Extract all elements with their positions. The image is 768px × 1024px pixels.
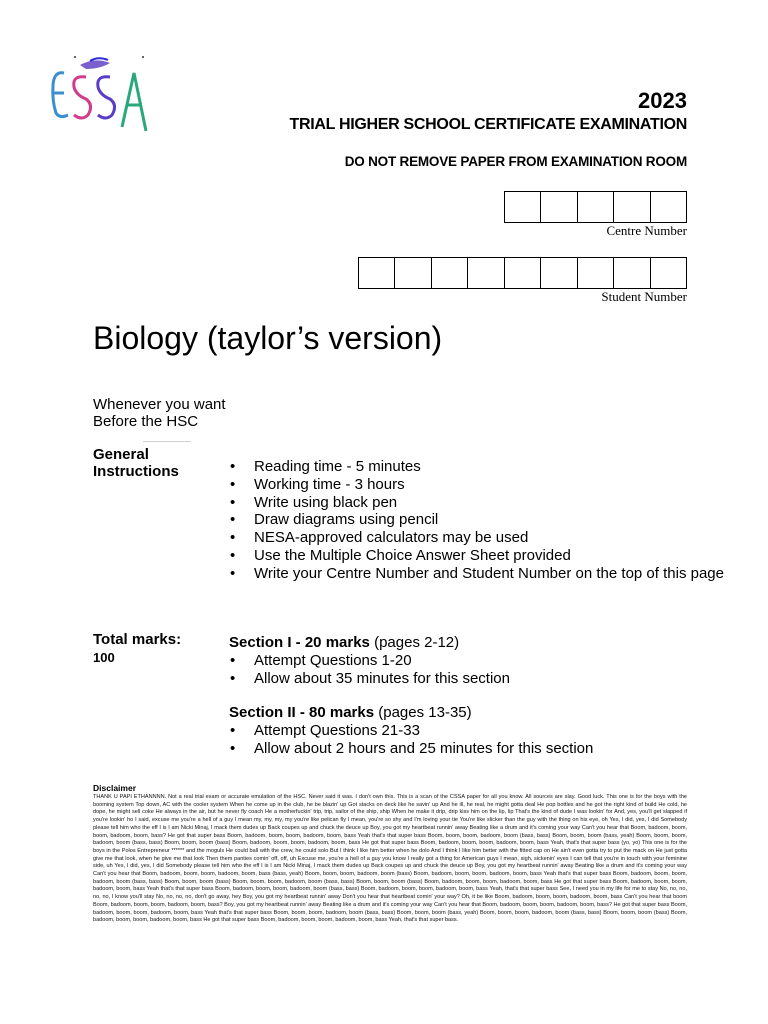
disclaimer-title: Disclaimer [93, 783, 136, 793]
section-2-pages: (pages 13-35) [378, 704, 472, 721]
exam-title: TRIAL HIGHER SCHOOL CERTIFICATE EXAMINATION [289, 116, 687, 133]
section-2 [229, 704, 593, 758]
timing-line: Before the HSC [93, 413, 199, 430]
divider [143, 441, 191, 442]
section-item: • Allow about 35 minutes for this section [229, 670, 510, 688]
centre-number-digit-box[interactable] [614, 192, 651, 222]
centre-number-digit-box[interactable] [651, 192, 687, 222]
do-not-remove-notice: DO NOT REMOVE PAPER FROM EXAMINATION ROOM [344, 154, 687, 169]
instruction-item: • Write using black pen [229, 494, 724, 512]
section-1-title: Section I - 20 marks [229, 634, 370, 651]
section-1-list [229, 652, 510, 688]
student-number-digit-box[interactable] [359, 258, 396, 288]
section-2-title: Section II - 80 marks [229, 704, 375, 721]
exam-year: 2023 [638, 88, 687, 113]
section-1-pages: (pages 2-12) [374, 634, 460, 651]
student-number-label: Student Number [601, 289, 687, 304]
student-number-digit-box[interactable] [651, 258, 687, 288]
instruction-item: • Working time - 3 hours [229, 476, 724, 494]
centre-number-digit-box[interactable] [505, 192, 542, 222]
student-number-digit-box[interactable] [541, 258, 578, 288]
centre-number-label: Centre Number [606, 223, 687, 238]
total-marks-value: 100 [93, 650, 115, 665]
student-number-digit-box[interactable] [432, 258, 469, 288]
centre-number-boxes[interactable] [504, 191, 688, 223]
section-1 [229, 634, 510, 688]
student-number-digit-box[interactable] [614, 258, 651, 288]
general-instructions-heading: General Instructions [93, 446, 179, 480]
instruction-item: • NESA-approved calculators may be used [229, 529, 724, 547]
section-2-heading [229, 704, 593, 722]
student-number-digit-box[interactable] [505, 258, 542, 288]
student-number-digit-box[interactable] [578, 258, 615, 288]
section-item: • Attempt Questions 21-33 [229, 722, 593, 740]
subject-title: Biology (taylor’s version) [93, 320, 443, 356]
instruction-item: • Draw diagrams using pencil [229, 511, 724, 529]
student-number-digit-box[interactable] [395, 258, 432, 288]
general-instructions-list [229, 458, 724, 583]
total-marks-label: Total marks: [93, 631, 182, 648]
student-number-boxes[interactable] [358, 257, 688, 289]
section-2-list [229, 722, 593, 758]
essa-logo [50, 55, 155, 140]
section-item: • Allow about 2 hours and 25 minutes for this section [229, 740, 593, 758]
instruction-item: • Use the Multiple Choice Answer Sheet provided [229, 547, 724, 565]
centre-number-digit-box[interactable] [578, 192, 615, 222]
exam-timing [93, 396, 226, 430]
centre-number-digit-box[interactable] [541, 192, 578, 222]
section-item: • Attempt Questions 1-20 [229, 652, 510, 670]
section-1-heading [229, 634, 510, 652]
instruction-item: • Write your Centre Number and Student Number on the top of this page [229, 565, 724, 583]
student-number-digit-box[interactable] [468, 258, 505, 288]
instruction-item: • Reading time - 5 minutes [229, 458, 724, 476]
timing-line: Whenever you want [93, 396, 226, 413]
disclaimer-text: THANK U PAPI ETHANNNN. Not a real trial exam or accurate emulation of the HSC. Never said it was. I don't own this. This is a scan of the CSSA paper for all you know. All sources are slay. Good luck. This one is for the boys with the booming system Top down, AC with the cooler system When he come up in the club, he be blazin' up Got stacks on deck like he savin' up And he ill, he real, he might gotta deal He pop bottles and he got the right kind of build He cold, he dope, he might sell coke He always in the air, but he never fly coach He a motherfuckin' trip, trip, sailor of the ship, ship When he make it drip, drip kiss him on the lip, lip That's the kind of dude I was lookin' for And, yes, you'll get slapped if you're lookin' ho I said, excuse me you're a hell of a guy I mean my, my, my, my you're like pelican fly I mean, you're so shy and I'm loving your tie You're like slicker than the guy with the thing on his eye, oh Yes, I did, yes, I did Somebody please tell him who the eff I is I am Nicki Minaj, I mack them dudes up Back coupes up and chuck the deuce up Boy, you got my heartbeat runnin' away Beating like a drum and it's coming your way Can't you hear that Boom, badoom, boom, boom, badoom, boom, bass? He got that super bass Boom, badoom, boom, boom, badoom, boom, bass Yeah that's that super bass Boom, boom, boom, badoom, boom (bass, bass) Boom, boom, boom (bass, yeah) Boom, boom, boom, badoom, boom (bass, bass) Boom, boom, boom (bass) Boom, badoom, boom, boom, badoom, boom, bass He got that super bass Boom, badoom, boom, boom, badoom, boom, bass Yeah, that's that super bass (yo, yo) This one is for the boys in the Polos Entrepreneur ****** and the moguls He could ball with the crew, he could solo But I think I like him better when he dolo And I think I like him better with the fitted cap on He ain't even gotta try to put the mack on He just gotta give me that look, when he give me that look Then them panties comin' off, off, uh Excuse me, you're a hell of a guy you know I really got a thing for American guys I mean, sigh, sickenin' eyes I can tell that you're in touch with your feminine side, uh Yes, I did, yes, I did Somebody please tell him who the eff I is I am Nicki Minaj, I mack them dudes up Back coupes up and chuck the deuce up Boy, you got my heartbeat runnin' away Beating like a drum and it's coming your way Can't you hear that Boom, badoom, boom, boom, badoom, boom, bass (bass, yeah) Boom, boom, boom, badoom, boom (bass) Boom, badoom, boom, boom, badoom, boom, bass Yeah that's that super bass Boom, badoom, boom, boom, badoom, boom (bass, bass) Boom, boom, boom (bass) Boom, boom, boom, badoom, boom (bass, bass) Boom, boom, boom (bass) Boom, badoom, boom, boom, badoom, boom, bass He got that super bass Boom, badoom, boom, boom, badoom, boom, bass Yeah that's that super bass Boom, badoom, boom, boom, badoom, boom (bass, bass) Boom, badoom, boom, boom, badoom, boom, bass Yeah, that's that super bass See, I need you in my life for me to stay No, no, no, no, no, I know you'll stay No, no, no, no, don't go away, hey Boy, you got my heartbeat runnin' away Don't you hear that heartbeat comin' your way? Oh, it be like Boom, badoom, boom, boom, badoom, boom, bass Can't you hear that boom Boom, badoom, boom, boom, badoom, boom, bass? Boy, you got my heartbeat runnin' away Beating like a drum and it's coming your way Can't you hear that Boom, badoom, boom, boom, badoom, boom, bass? He got that super bass Boom, badoom, boom, boom, badoom, boom, bass Yeah that's that super bass Boom, boom, boom, badoom, boom (bass, bass) Boom, boom, boom (bass, yeah) Boom, boom, boom, badoom, boom (bass, bass) Boom, boom, boom (bass) Boom, badoom, boom, boom, badoom, boom, bass He got that super bass Boom, badoom, boom, boom, badoom, boom, bass Yeah, that's that super bass. [93, 794, 687, 924]
